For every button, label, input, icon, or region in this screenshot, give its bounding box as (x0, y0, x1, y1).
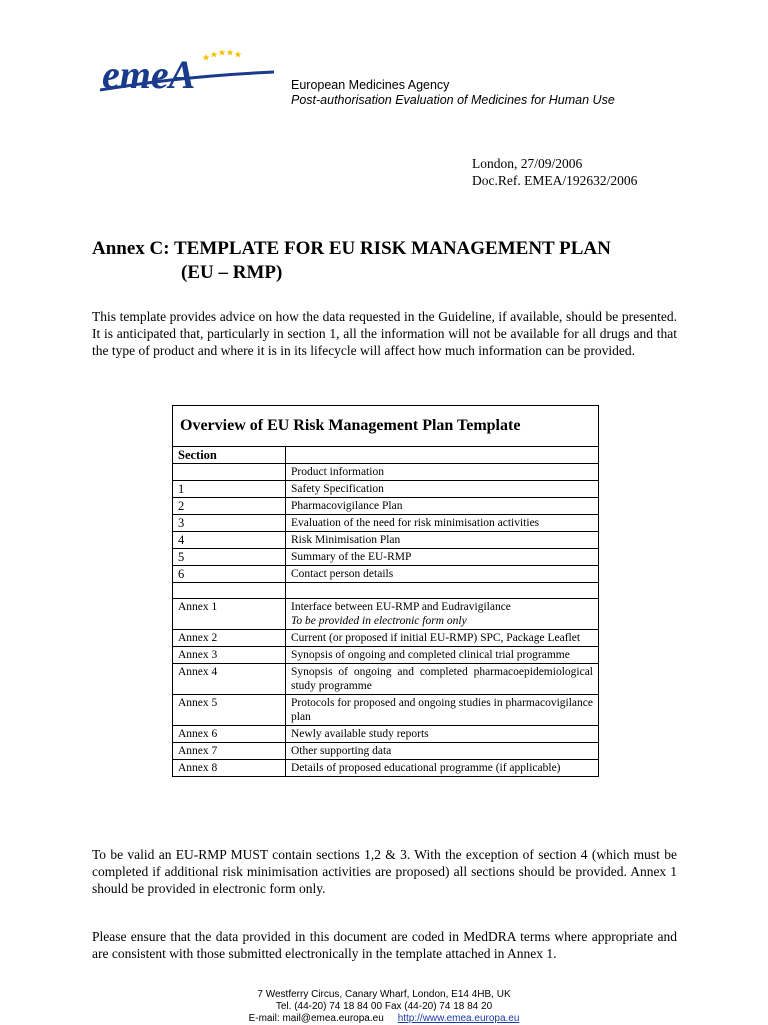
annex-number: Annex 7 (173, 743, 286, 760)
section-number: 5 (173, 549, 286, 566)
table-row (173, 515, 598, 532)
validity-paragraph: To be valid an EU-RMP MUST contain sections 1,2 & 3. With the exception of section 4 (which must be completed if additional risk minimisation activities are proposed) all sections should be provided. Annex 1 should be provided in electronic form only. (92, 847, 677, 896)
footer-address: 7 Westferry Circus, Canary Wharf, London, E14 4HB, UK (257, 989, 511, 1000)
annex-row (173, 743, 598, 760)
document-meta (472, 155, 637, 189)
emea-logo (98, 46, 278, 98)
header-empty-cell (286, 447, 599, 464)
annex-row (173, 760, 598, 777)
footer-website-link[interactable]: http://www.emea.europa.eu (397, 1013, 520, 1024)
annex-description: Synopsis of ongoing and completed pharmacoepidemiological study programme (286, 664, 599, 695)
annex-number: Annex 3 (173, 647, 286, 664)
section-description: Evaluation of the need for risk minimisation activities (286, 515, 599, 532)
section-number: 1 (173, 481, 286, 498)
section-description: Contact person details (286, 566, 599, 583)
agency-block (291, 78, 615, 108)
annex-row (173, 726, 598, 743)
meddra-paragraph: Please ensure that the data provided in this document are coded in MedDRA terms where appropriate and are consistent with those submitted electronically in the template attached in Annex 1. (92, 929, 677, 961)
table-row (173, 498, 598, 515)
spacer-row (173, 583, 598, 599)
title-line-2: (EU – RMP) (181, 262, 283, 283)
annex-description: Current (or proposed if initial EU-RMP) SPC, Package Leaflet (286, 630, 599, 647)
section-description: Summary of the EU-RMP (286, 549, 599, 566)
section-description: Pharmacovigilance Plan (286, 498, 599, 515)
annex-description: Details of proposed educational programme (if applicable) (286, 760, 599, 777)
section-description: Safety Specification (286, 481, 599, 498)
logo-stars (203, 49, 242, 61)
section-number: 4 (173, 532, 286, 549)
annex-number: Annex 6 (173, 726, 286, 743)
annex-row (173, 630, 598, 647)
table-header-row (173, 447, 598, 464)
annex-number: Annex 8 (173, 760, 286, 777)
intro-paragraph: This template provides advice on how the data requested in the Guideline, if available, should be presented. It is anticipated that, particularly in section 1, all the information will not be available for all drugs and that the type of product and where it is in its lifecycle will affect how much information can be provided. (92, 309, 677, 358)
annex-number: Annex 5 (173, 695, 286, 726)
logo-wordmark: emeA (102, 52, 196, 97)
annex-row (173, 664, 598, 695)
annex-number: Annex 4 (173, 664, 286, 695)
spacer-cell (173, 583, 286, 599)
annex-description-cell (286, 599, 599, 630)
agency-unit: Post-authorisation Evaluation of Medicines for Human Use (291, 93, 615, 107)
doc-reference: Doc.Ref. EMEA/192632/2006 (472, 173, 638, 188)
table-row (173, 532, 598, 549)
annex-number: Annex 1 (173, 599, 286, 630)
place-date: London, 27/09/2006 (472, 156, 583, 171)
page-title (92, 237, 682, 285)
annex-row (173, 647, 598, 664)
page-footer (0, 989, 768, 1025)
section-description: Product information (286, 464, 599, 481)
overview-heading: Overview of EU Risk Management Plan Template (173, 406, 598, 447)
annex-row (173, 695, 598, 726)
table-row (173, 481, 598, 498)
section-description: Risk Minimisation Plan (286, 532, 599, 549)
annex-number: Annex 2 (173, 630, 286, 647)
section-number: 2 (173, 498, 286, 515)
annex-description: Synopsis of ongoing and completed clinical trial programme (286, 647, 599, 664)
section-number: 3 (173, 515, 286, 532)
agency-name: European Medicines Agency (291, 78, 450, 92)
annex-description: Protocols for proposed and ongoing studies in pharmacovigilance plan (286, 695, 599, 726)
section-header-cell: Section (173, 447, 286, 464)
table-row (173, 464, 598, 481)
section-number: 6 (173, 566, 286, 583)
annex-description: Newly available study reports (286, 726, 599, 743)
annex-note: To be provided in electronic form only (291, 615, 467, 627)
annex-description: Interface between EU-RMP and Eudravigilance (291, 601, 511, 613)
spacer-cell (286, 583, 599, 599)
footer-phone: Tel. (44-20) 74 18 84 00 Fax (44-20) 74 18 84 20 (275, 1001, 493, 1012)
annex-description: Other supporting data (286, 743, 599, 760)
annex-row (173, 599, 598, 630)
footer-contact (0, 1013, 768, 1025)
footer-email: E-mail: mail@emea.europa.eu (248, 1013, 384, 1024)
title-line-1: Annex C: TEMPLATE FOR EU RISK MANAGEMENT PLAN (92, 238, 611, 259)
section-number (173, 464, 286, 481)
table-row (173, 566, 598, 583)
overview-table (172, 405, 599, 777)
table-row (173, 549, 598, 566)
